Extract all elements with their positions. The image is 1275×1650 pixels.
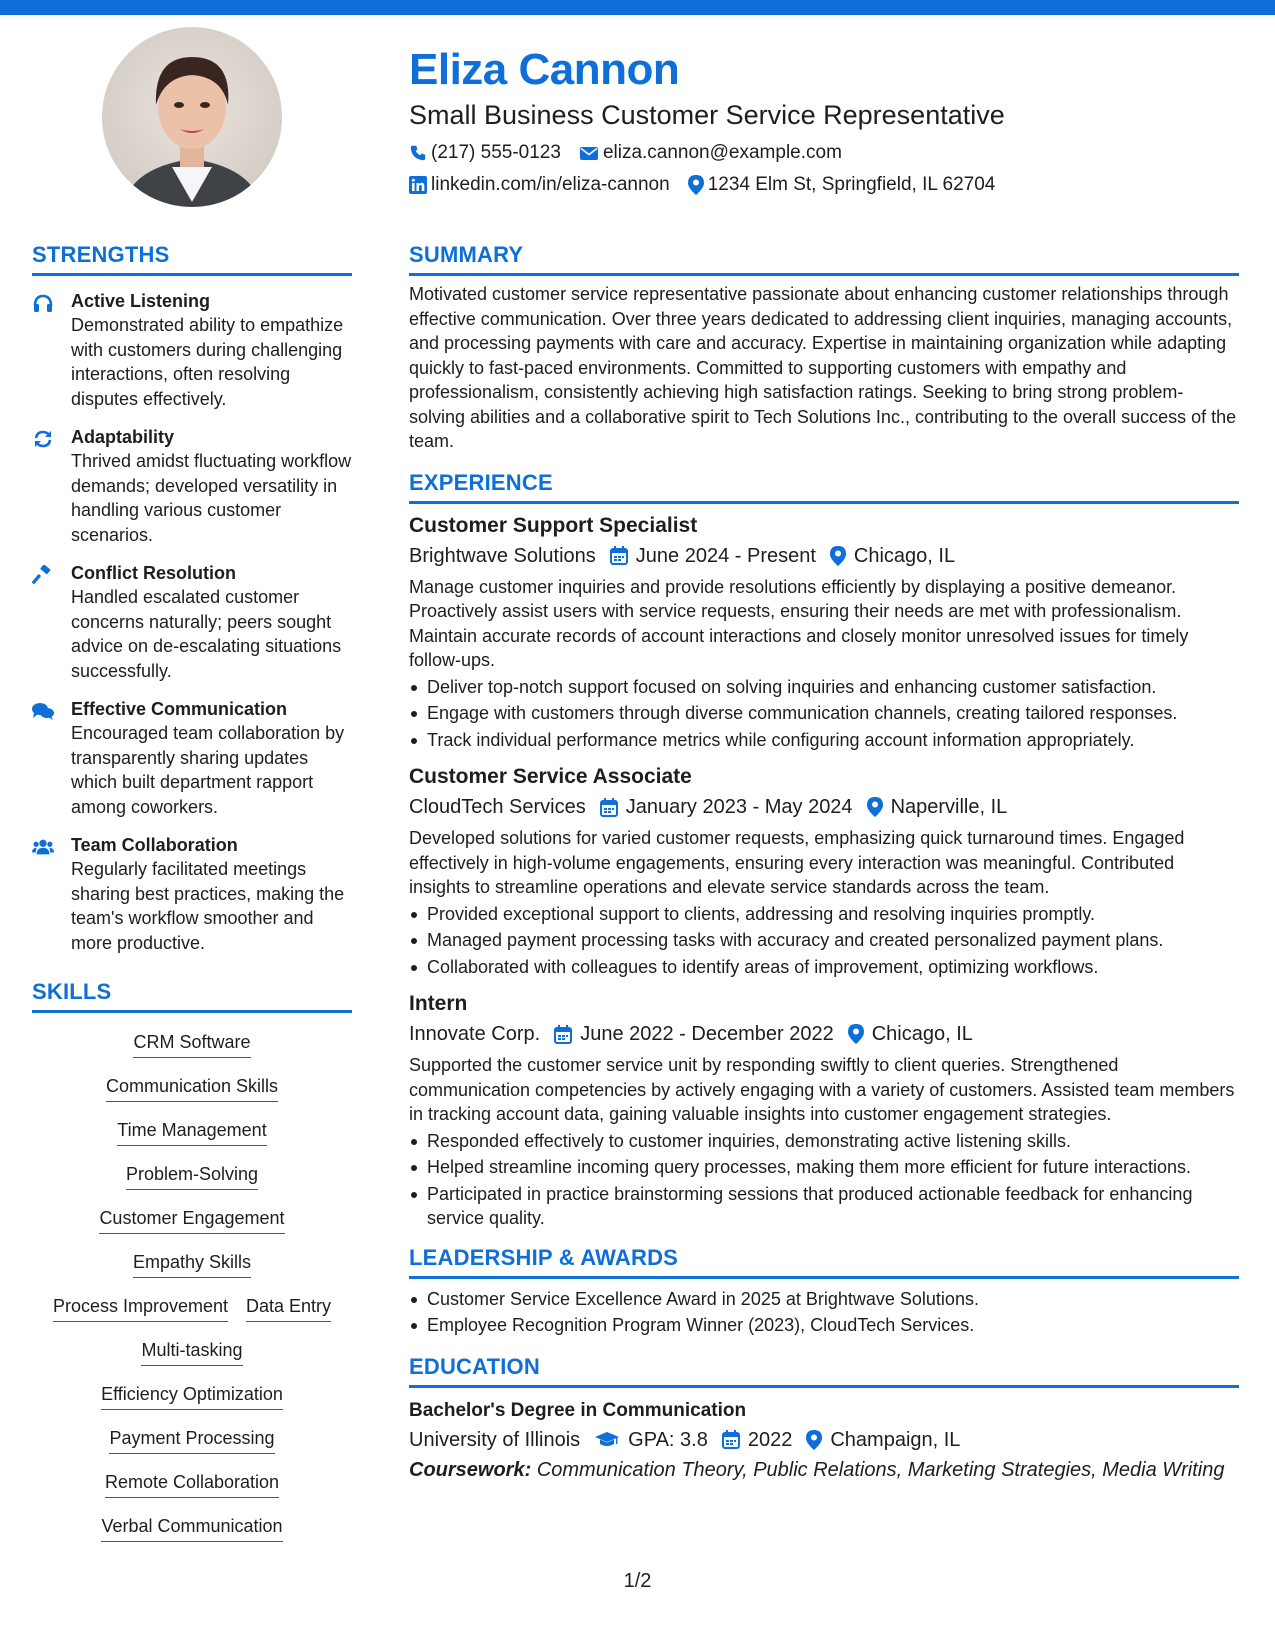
job-bullets (409, 902, 1239, 980)
list-item: Collaborated with colleagues to identify areas of improvement, optimizing workflows. (409, 955, 1239, 980)
dates-text: June 2022 - December 2022 (580, 1023, 834, 1045)
job-dates (600, 793, 853, 821)
envelope-icon (579, 145, 599, 161)
calendar-icon (600, 798, 618, 817)
calendar-icon (554, 1025, 572, 1044)
strength-name: Effective Communication (71, 699, 288, 719)
linkedin-icon (409, 176, 427, 194)
strength-item (32, 697, 352, 819)
section-divider (409, 273, 1239, 276)
address-text: 1234 Elm St, Springfield, IL 62704 (707, 174, 996, 195)
job-bullets (409, 675, 1239, 753)
address-contact (688, 174, 996, 196)
skill-tag: Time Management (117, 1118, 266, 1146)
job-company (409, 542, 596, 570)
strength-name: Active Listening (71, 291, 211, 311)
section-divider (32, 273, 352, 276)
job-title: Customer Support Specialist (409, 513, 698, 537)
candidate-name: Eliza Cannon (409, 45, 680, 94)
awards-section (409, 1243, 1239, 1338)
page-number: 1/2 (623, 1570, 652, 1592)
job-entry (409, 512, 1239, 753)
graduation-cap-icon (594, 1431, 620, 1449)
skill-tag: Communication Skills (106, 1074, 278, 1102)
gpa-text: GPA: 3.8 (628, 1428, 708, 1451)
resume-header (409, 42, 1239, 200)
list-item: Provided exceptional support to clients, addressing and resolving inquiries promptly. (409, 902, 1239, 927)
school-location (806, 1426, 960, 1454)
company-text: Brightwave Solutions (409, 544, 596, 567)
phone-contact (409, 142, 561, 164)
contact-row-2 (409, 170, 1239, 200)
map-marker-icon (830, 546, 846, 566)
awards-list (409, 1287, 1239, 1338)
school-text: University of Illinois (409, 1428, 581, 1451)
portrait-illustration (102, 27, 282, 207)
job-description: Manage customer inquiries and provide resolutions efficiently by displaying a positive demeanor. Proactively assist users with service requests, ensuring their needs are met with professionalism. Maintain accurate records of account interactions and closely monitor unresolved issues for timely follow-ups. (409, 576, 1189, 670)
strength-name: Adaptability (71, 427, 175, 447)
section-divider (409, 501, 1239, 504)
section-divider (32, 1010, 352, 1013)
list-item: Track individual performance metrics while configuring account information appropriately. (409, 728, 1239, 753)
experience-heading: EXPERIENCE (409, 469, 553, 495)
right-column (409, 240, 1239, 1484)
job-meta (409, 1020, 1239, 1048)
section-divider (409, 1385, 1239, 1388)
location-text: Chicago, IL (853, 544, 956, 567)
strength-name: Conflict Resolution (71, 563, 236, 583)
skill-tag: Multi-tasking (141, 1338, 242, 1366)
comments-icon (32, 701, 54, 721)
job-entry (409, 990, 1239, 1231)
experience-section (409, 468, 1239, 1231)
email-contact[interactable] (579, 142, 842, 164)
sync-icon (32, 429, 54, 449)
list-item: Managed payment processing tasks with accuracy and created personalized payment plans. (409, 928, 1239, 953)
gpa (594, 1426, 708, 1454)
dates-text: June 2024 - Present (635, 544, 816, 567)
top-accent-bar (0, 0, 1275, 15)
summary-section (409, 240, 1239, 454)
year-text: 2022 (747, 1428, 793, 1451)
dates-text: January 2023 - May 2024 (625, 796, 853, 818)
list-item: Customer Service Excellence Award in 2025 at Brightwave Solutions. (409, 1287, 1239, 1312)
strength-desc: Handled escalated customer concerns naturally; peers sought advice on de-escalating situations successfully. (71, 587, 342, 681)
job-title: Intern (409, 992, 468, 1015)
company-text: CloudTech Services (409, 796, 586, 818)
strength-item (32, 833, 352, 955)
candidate-title: Small Business Customer Service Representative (409, 100, 1005, 130)
job-meta (409, 542, 1239, 570)
map-marker-icon (867, 797, 883, 817)
list-item: Engage with customers through diverse communication channels, creating tailored responses. (409, 701, 1239, 726)
degree-title: Bachelor's Degree in Communication (409, 1399, 747, 1421)
coursework-text: Communication Theory, Public Relations, Marketing Strategies, Media Writing (536, 1458, 1225, 1481)
headphones-icon (32, 293, 54, 313)
list-item: Employee Recognition Program Winner (2023), CloudTech Services. (409, 1313, 1239, 1338)
profile-photo (102, 27, 282, 207)
linkedin-text: linkedin.com/in/eliza-cannon (431, 174, 670, 195)
summary-heading: SUMMARY (409, 242, 524, 267)
skill-tag: Empathy Skills (133, 1250, 251, 1278)
skills-list (32, 1022, 352, 1550)
strengths-heading: STRENGTHS (32, 242, 170, 267)
phone-icon (409, 144, 427, 162)
location-text: Naperville, IL (890, 796, 1008, 818)
calendar-icon (610, 546, 628, 565)
school-name (409, 1426, 580, 1454)
gavel-icon (32, 565, 54, 585)
strength-desc: Demonstrated ability to empathize with customers during challenging interactions, often resolving disputes effectively. (71, 315, 344, 409)
skill-tag: Efficiency Optimization (101, 1382, 283, 1410)
skill-tag: Data Entry (246, 1294, 331, 1322)
job-location (848, 1020, 973, 1048)
calendar-icon (722, 1430, 740, 1449)
map-marker-icon (688, 175, 704, 195)
list-item: Participated in practice brainstorming sessions that produced actionable feedback for enhancing service quality. (409, 1182, 1239, 1231)
coursework-label: Coursework: (409, 1458, 532, 1481)
job-dates (554, 1020, 834, 1048)
left-column (32, 240, 352, 1550)
location-text: Champaign, IL (830, 1428, 961, 1451)
education-section (409, 1352, 1239, 1484)
skill-tag: Customer Engagement (99, 1206, 284, 1234)
list-item: Helped streamline incoming query processes, making them more efficient for future interactions. (409, 1155, 1239, 1180)
job-entry (409, 763, 1239, 979)
skill-tag: CRM Software (133, 1030, 250, 1058)
education-heading: EDUCATION (409, 1353, 540, 1379)
job-location (867, 793, 1008, 821)
skills-heading: SKILLS (32, 979, 112, 1004)
coursework (409, 1456, 1239, 1484)
strength-item (32, 425, 352, 547)
email-text: eliza.cannon@example.com (602, 142, 842, 163)
job-description: Supported the customer service unit by responding swiftly to client queries. Strengthened communication competencies by actively engaging with a variety of customers. Assisted team members in tracking account data, gaining valuable insights into customer engagement strategies. (409, 1055, 1235, 1124)
graduation-year (722, 1426, 793, 1454)
linkedin-contact[interactable] (409, 174, 670, 196)
job-company (409, 793, 586, 821)
users-icon (32, 837, 54, 857)
job-dates (610, 542, 816, 570)
job-title: Customer Service Associate (409, 765, 692, 788)
skill-tag: Remote Collaboration (105, 1470, 279, 1498)
section-divider (409, 1276, 1239, 1279)
skill-tag: Problem-Solving (126, 1162, 258, 1190)
job-location (830, 542, 955, 570)
education-meta (409, 1426, 1239, 1454)
strength-desc: Thrived amidst fluctuating workflow demands; developed versatility in handling various customer scenarios. (71, 451, 352, 545)
skill-tag: Payment Processing (109, 1426, 274, 1454)
location-text: Chicago, IL (871, 1023, 973, 1045)
awards-heading: LEADERSHIP & AWARDS (409, 1244, 679, 1270)
skill-tag: Process Improvement (53, 1294, 228, 1322)
job-description: Developed solutions for varied customer requests, emphasizing quick turnaround times. Engaged effectively in high-volume engagements, ensuring every interaction was meaningful. Contributed insights to streamline operations and elevate service standards across the team. (409, 828, 1185, 897)
summary-text: Motivated customer service representative passionate about enhancing customer relationships through effective communication. Over three years dedicated to addressing client inquiries, managing accounts, and processing payments with care and accuracy. Expertise in maintaining organization while adapting quickly to fast-paced environments. Committed to supporting customers with empathy and professionalism, consistently achieving high satisfaction ratings. Seeking to bring strong problem-solving abilities and a collaborative spirit to Tech Solutions Inc., contributing to the overall success of the team. (409, 284, 1237, 451)
list-item: Deliver top-notch support focused on solving inquiries and enhancing customer satisfaction. (409, 675, 1239, 700)
skill-tag: Verbal Communication (101, 1514, 282, 1542)
job-company (409, 1020, 540, 1048)
strength-item (32, 289, 352, 411)
job-bullets (409, 1129, 1239, 1231)
map-marker-icon (848, 1024, 864, 1044)
list-item: Responded effectively to customer inquiries, demonstrating active listening skills. (409, 1129, 1239, 1154)
strength-desc: Regularly facilitated meetings sharing best practices, making the team's workflow smoother and more productive. (71, 859, 345, 953)
job-meta (409, 793, 1239, 821)
phone-text: (217) 555-0123 (431, 142, 561, 163)
strengths-section (32, 240, 352, 955)
company-text: Innovate Corp. (409, 1023, 541, 1045)
strength-name: Team Collaboration (71, 835, 238, 855)
map-marker-icon (806, 1430, 822, 1450)
strength-item (32, 561, 352, 683)
contact-row-1 (409, 138, 1239, 168)
skills-section (32, 977, 352, 1550)
strength-desc: Encouraged team collaboration by transparently sharing updates which built department rapport among coworkers. (71, 723, 345, 817)
